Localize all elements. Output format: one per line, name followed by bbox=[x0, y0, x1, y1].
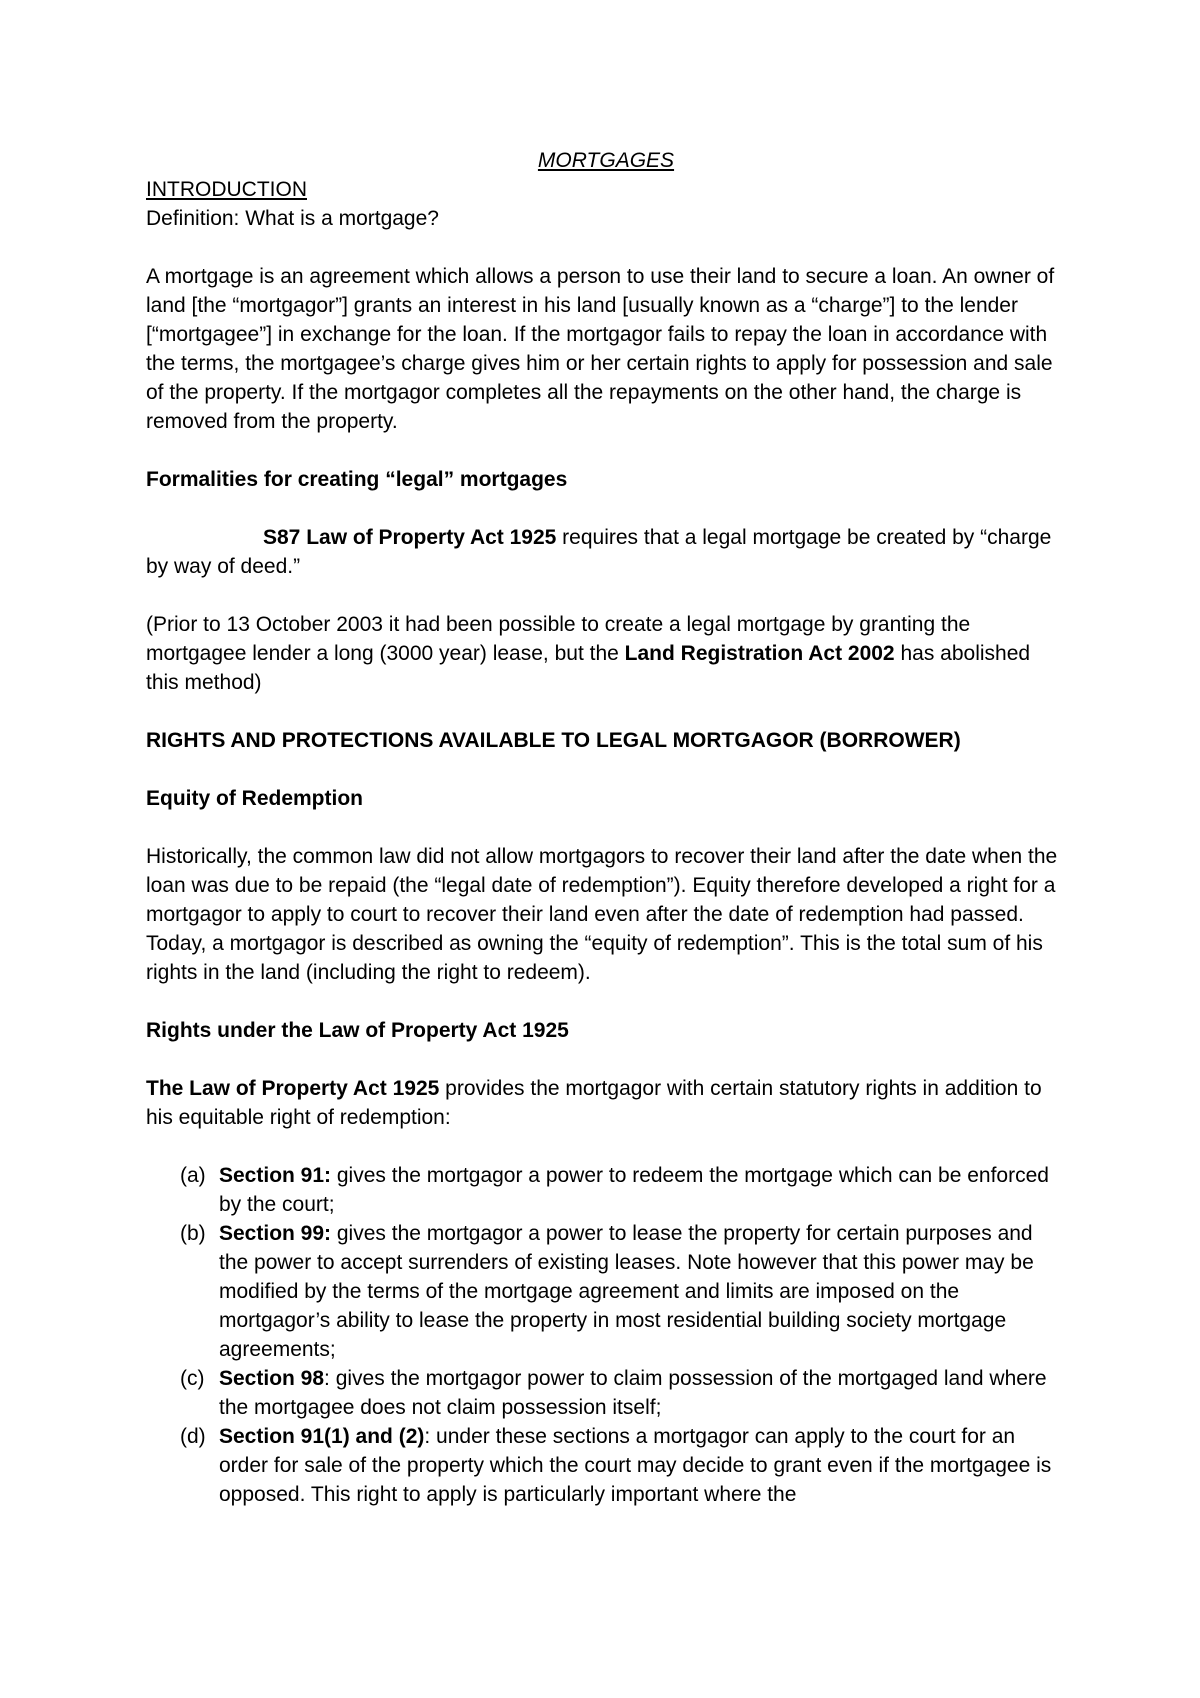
prior-paragraph: (Prior to 13 October 2003 it had been possible to create a legal mortgage by granting the mortgagee lender a long (3000 year) lease, but the Land Registration Act 2002 has abolished this method) bbox=[146, 613, 1031, 694]
section-name: Section 91(1) and (2) bbox=[219, 1425, 425, 1448]
act-name: The Law of Property Act 1925 bbox=[146, 1077, 440, 1100]
spacer bbox=[146, 494, 1066, 523]
section-name: Section 98 bbox=[219, 1367, 325, 1390]
document-title: MORTGAGES bbox=[537, 149, 675, 172]
lpa-paragraph: The Law of Property Act 1925 provides the mortgagor with certain statutory rights in addition to his equitable right of redemption: bbox=[146, 1077, 1042, 1129]
list-marker: (b) bbox=[180, 1222, 206, 1245]
equity-heading: Equity of Redemption bbox=[146, 787, 363, 810]
list-marker: (d) bbox=[180, 1425, 206, 1448]
list-item: (b) Section 99: gives the mortgagor a power to lease the property for certain purposes and the power to accept surrenders of existing leases. Note however that this power may be modified by the terms of the mortgage agreement and limits are imposed on the mortgagor’s ability to lease the property in most residential building society mortgage agreements; bbox=[146, 1219, 1066, 1364]
document-page bbox=[146, 146, 1066, 1509]
spacer bbox=[146, 436, 1066, 465]
lpa-heading: Rights under the Law of Property Act 1925 bbox=[146, 1019, 569, 1042]
spacer bbox=[146, 233, 1066, 262]
section-name: Section 91: bbox=[219, 1164, 332, 1187]
list-item: (c) Section 98: gives the mortgagor power to claim possession of the mortgaged land where the mortgagee does not claim possession itself; bbox=[146, 1364, 1066, 1422]
section-name: Section 99: bbox=[219, 1222, 332, 1245]
statute-name: S87 Law of Property Act 1925 bbox=[263, 526, 557, 549]
rights-heading: RIGHTS AND PROTECTIONS AVAILABLE TO LEGAL MORTGAGOR (BORROWER) bbox=[146, 729, 961, 752]
spacer bbox=[146, 581, 1066, 610]
spacer bbox=[146, 755, 1066, 784]
formalities-heading: Formalities for creating “legal” mortgages bbox=[146, 468, 568, 491]
list-marker: (a) bbox=[180, 1164, 206, 1187]
statute-paragraph: S87 Law of Property Act 1925 requires that a legal mortgage be created by “charge by way of deed.” bbox=[146, 526, 1052, 578]
sections-list bbox=[146, 1161, 1066, 1509]
spacer bbox=[146, 987, 1066, 1016]
intro-heading: INTRODUCTION bbox=[146, 178, 307, 201]
definition-line: Definition: What is a mortgage? bbox=[146, 207, 439, 230]
spacer bbox=[146, 1045, 1066, 1074]
spacer bbox=[146, 697, 1066, 726]
list-item: (d) Section 91(1) and (2): under these sections a mortgagor can apply to the court for an order for sale of the property which the court may decide to grant even if the mortgagee is opposed. This right to apply is particularly important where the bbox=[146, 1422, 1066, 1509]
spacer bbox=[146, 1132, 1066, 1161]
act-name: Land Registration Act 2002 bbox=[624, 642, 895, 665]
list-item: (a) Section 91: gives the mortgagor a power to redeem the mortgage which can be enforced by the court; bbox=[146, 1161, 1066, 1219]
spacer bbox=[146, 813, 1066, 842]
list-marker: (c) bbox=[180, 1367, 205, 1390]
equity-paragraph: Historically, the common law did not allow mortgagors to recover their land after the date when the loan was due to be repaid (the “legal date of redemption”). Equity therefore developed a right for a mortgagor to apply to court to recover their land even after the date of redemption had passed. Today, a mortgagor is described as owning the “equity of redemption”. This is the total sum of his rights in the land (including the right to redeem). bbox=[146, 845, 1058, 984]
intro-paragraph: A mortgage is an agreement which allows a person to use their land to secure a loan. An owner of land [the “mortgagor”] grants an interest in his land [usually known as a “charge”] to the lender [“mortgagee”] in exchange for the loan. If the mortgagor fails to repay the loan in accordance with the terms, the mortgagee’s charge gives him or her certain rights to apply for possession and sale of the property. If the mortgagor completes all the repayments on the other hand, the charge is removed from the property. bbox=[146, 265, 1055, 433]
